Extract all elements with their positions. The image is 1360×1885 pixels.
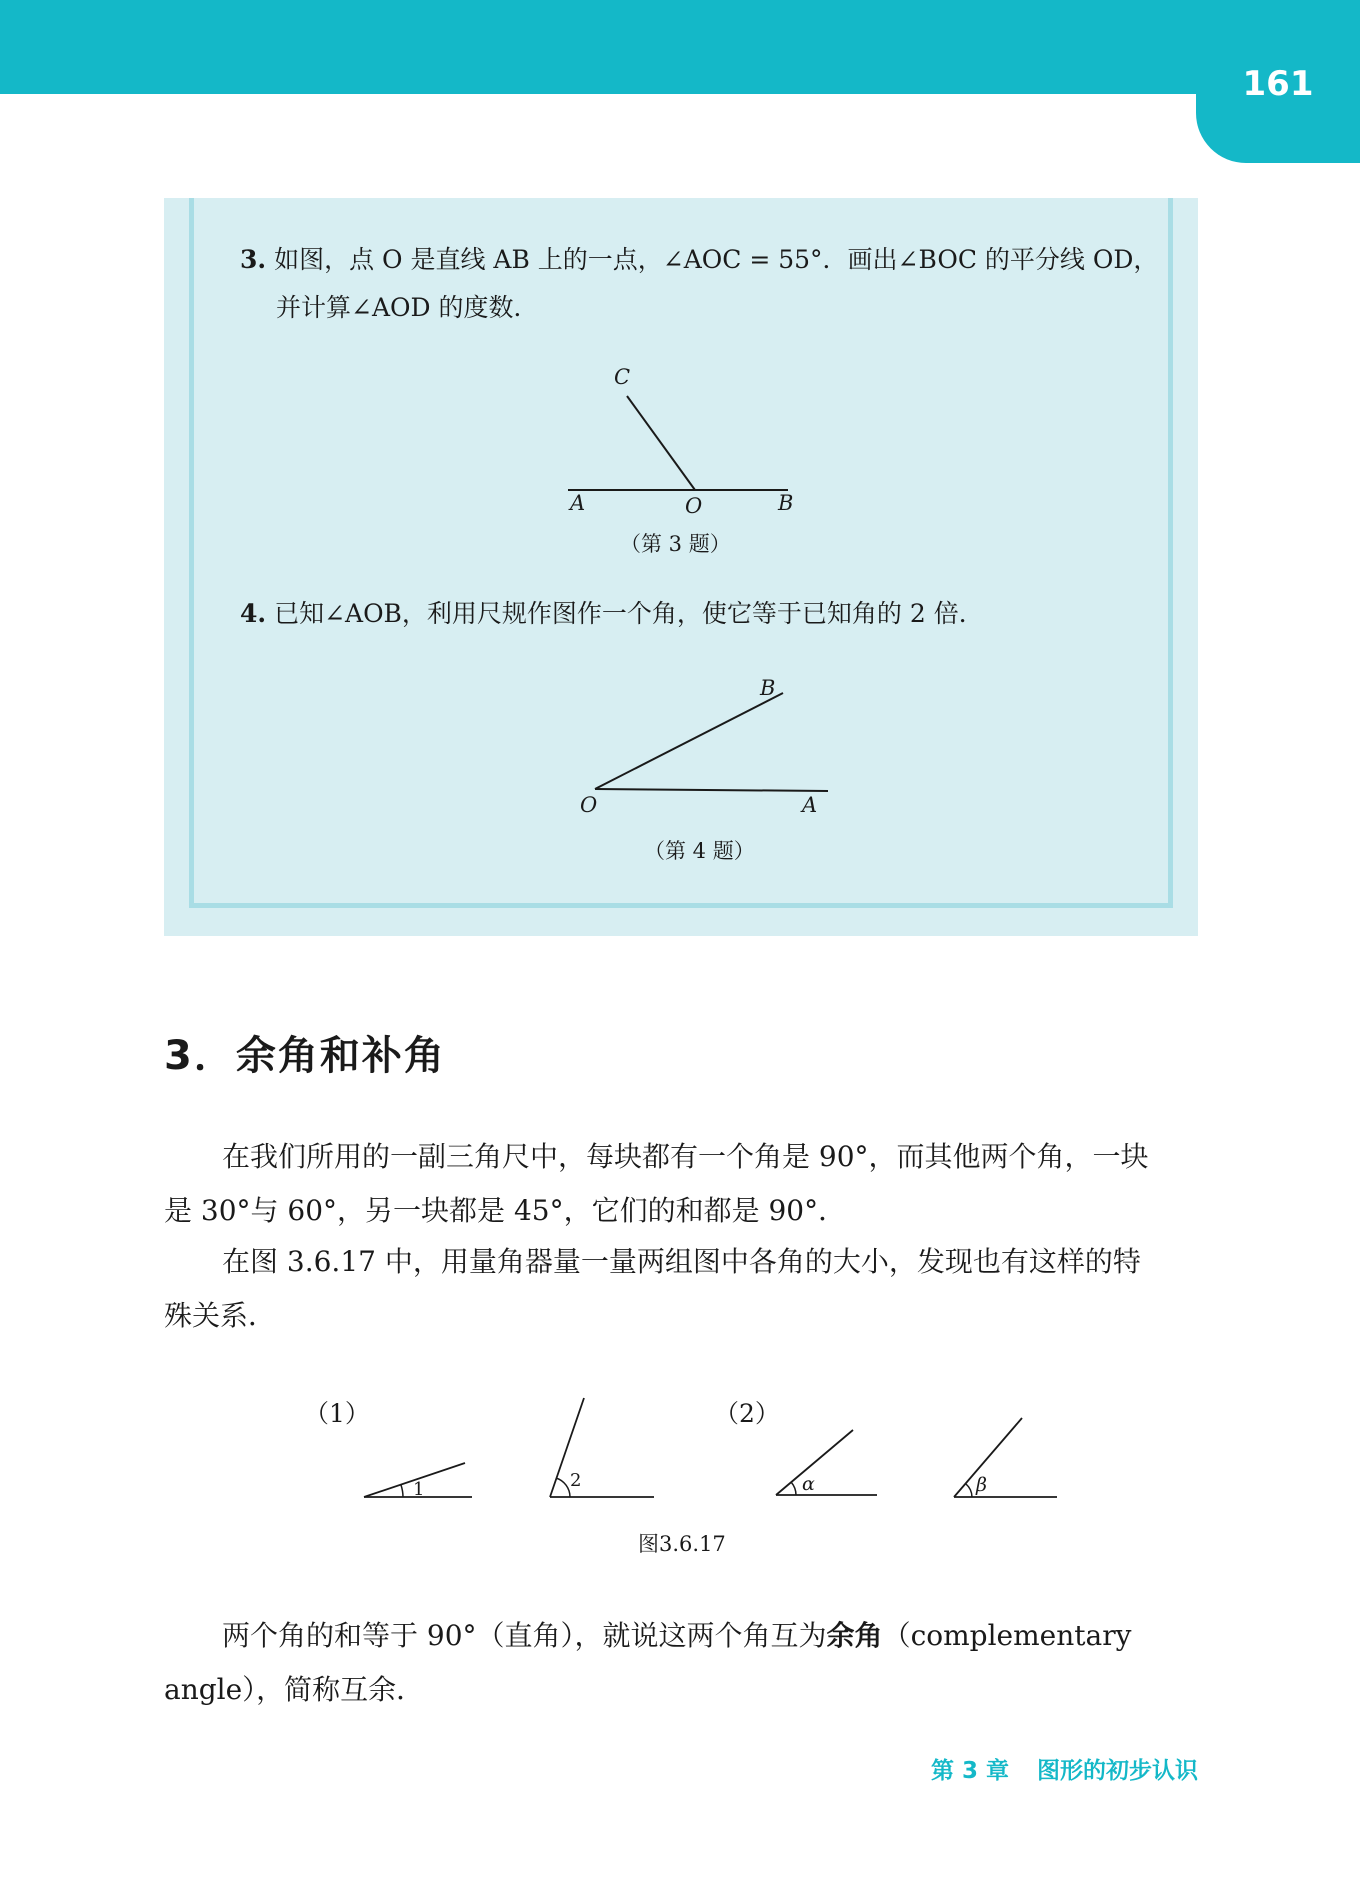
exercise-3-caption: （第 3 题） xyxy=(620,532,731,556)
chapter-footer xyxy=(931,1752,1198,1785)
label-o: O xyxy=(580,793,598,817)
label-a: A xyxy=(802,793,818,817)
label-o: O xyxy=(685,494,703,518)
paragraph-3 xyxy=(164,1609,1198,1717)
label-c: C xyxy=(614,365,631,389)
chapter-number: 第 3 章 xyxy=(930,1758,1009,1784)
term-complementary-angle: 余角 xyxy=(826,1619,883,1652)
exercise-4-number: 4. xyxy=(240,599,267,628)
figure-3-6-17 xyxy=(304,1398,1057,1500)
paragraph-3-line-1: 两个角的和等于 90°（直角），就说这两个角互为余角（complementary xyxy=(222,1619,1132,1652)
paragraph-1-line-1: 在我们所用的一副三角尺中，每块都有一个角是 90°，而其他两个角，一块 xyxy=(222,1140,1149,1173)
group-2-label: （2） xyxy=(714,1399,780,1428)
angle-beta-label: β xyxy=(976,1474,987,1496)
ray-ob xyxy=(595,693,783,789)
paragraph-1 xyxy=(164,1130,1198,1238)
group-1-label: （1） xyxy=(304,1399,370,1428)
paragraph-1-line-2: 是 30°与 60°，另一块都是 45°，它们的和都是 90°． xyxy=(164,1194,847,1227)
angle-1 xyxy=(364,1463,472,1500)
label-b: B xyxy=(778,491,794,515)
exercise-4-caption: （第 4 题） xyxy=(644,839,755,863)
paragraph-2-line-1: 在图 3.6.17 中，用量角器量一量两组图中各角的大小，发现也有这样的特 xyxy=(222,1245,1141,1278)
exercise-3-text-1: 如图，点 O 是直线 AB 上的一点，∠AOC = 55°．画出∠BOC 的平分线 OD， xyxy=(274,245,1159,274)
angle-1-label: 1 xyxy=(413,1479,425,1500)
ray-oa xyxy=(595,789,828,791)
figure-3-6-17-caption: 图3.6.17 xyxy=(638,1532,726,1556)
section-title: 3．余角和补角 xyxy=(164,1033,446,1079)
exercise-4-text-1: 已知∠AOB，利用尺规作图作一个角，使它等于已知角的 2 倍． xyxy=(274,599,984,628)
chapter-title: 图形的初步认识 xyxy=(1037,1758,1198,1784)
exercise-3-text-2: 并计算∠AOD 的度数． xyxy=(276,293,539,322)
paragraph-2 xyxy=(164,1235,1198,1343)
angle-alpha xyxy=(776,1430,877,1495)
page-number: 161 xyxy=(1242,64,1314,104)
exercise-3-figure xyxy=(568,365,793,518)
paragraph-2-line-2: 殊关系． xyxy=(164,1299,277,1332)
angle-beta xyxy=(954,1418,1057,1497)
paragraph-3-line-2: angle），简称互余． xyxy=(164,1673,425,1706)
angle-alpha-label: α xyxy=(802,1473,815,1495)
exercise-4-figure xyxy=(580,676,828,817)
label-b: B xyxy=(760,676,776,700)
angle-2 xyxy=(550,1398,654,1497)
exercise-3-number: 3. xyxy=(240,245,267,274)
label-a: A xyxy=(570,491,586,515)
angle-2-label: 2 xyxy=(570,1470,582,1491)
ray-oc xyxy=(627,396,695,490)
